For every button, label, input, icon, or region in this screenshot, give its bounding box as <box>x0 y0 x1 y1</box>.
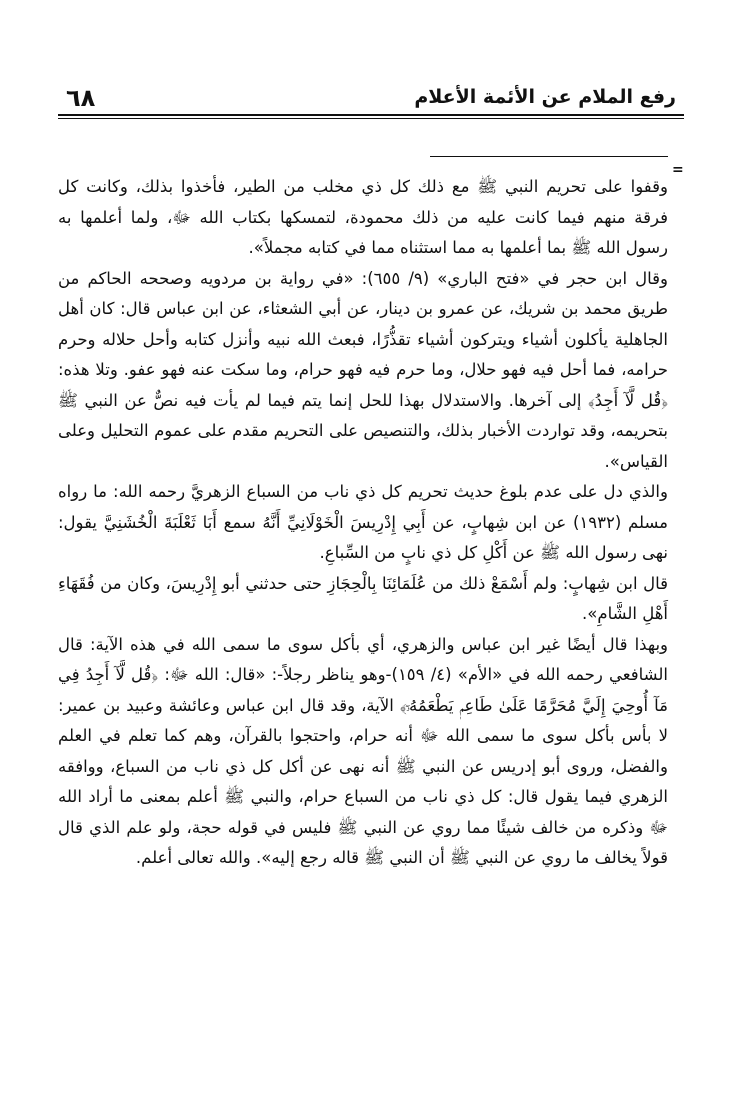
header-rule <box>58 114 684 116</box>
footnote-continuation-marker: = <box>672 162 684 178</box>
paragraph-1: وقفوا على تحريم النبي ﷺ مع ذلك كل ذي مخلب من الطير، فأخذوا بذلك، وكانت كل فرقة منهم فيما كانت عليه من ذلك محمودة، لتمسكها بكتاب الله ﷻ، ولما أعلمها به رسول الله ﷺ بما أعلمها به مما استثناه مما في كتابه مجملاً». <box>58 177 668 257</box>
footnote-text-body <box>58 172 668 874</box>
page-header <box>58 76 684 116</box>
page-number: ٦٨ <box>66 84 96 112</box>
running-title: رفع الملام عن الأئمة الأعلام <box>414 86 676 108</box>
paragraph-5: وبهذا قال أيضًا غير ابن عباس والزهري، أي بأكل سوى ما سمى الله في هذه الآية: قال الشافعي رحمه الله في «الأم» (٤/ ١٥٩)-وهو يناظر رجلاً-: «قال: الله ﷻ: ﴿قُل لَّآ أَجِدُ فِي مَآ أُوحِيَ إِلَيَّ مُحَرَّمًا عَلَىٰ طَاعِمٖ يَطْعَمُهُۥٓ﴾ الآية، وقد قال ابن عباس وعائشة وعبيد بن عمير: لا بأس بأكل سوى ما سمى الله ﷻ أنه حرام، واحتجوا بالقرآن، وهم كما تعلم في العلم والفضل، وروى أبو إدريس عن النبي ﷺ أنه نهى عن أكل كل ذي ناب من السباع، ووافقه الزهري فيما يقول قال: كل ذي ناب من السباع حرام، والنبي ﷺ أعلم بمعنى ما أراد الله ﷻ وذكره من خالف شيئًا مما روي عن النبي ﷺ فليس في قوله حجة، ولو علم الذي قال قولاً يخالف ما روي عن النبي ﷺ أن النبي ﷺ قاله رجع إليه». والله تعالى أعلم. <box>58 634 668 867</box>
paragraph-4: قال ابن شِهابٍ: ولم أَسْمَعْ ذلك من عُلَمَائِنَا بِالْحِجَازِ حتى حدثني أبو إِدْرِيسَ، وكان من فُقَهَاءِ أَهْلِ الشَّامِ». <box>58 573 668 623</box>
footnote-rule <box>430 156 668 157</box>
paragraph-2: وقال ابن حجر في «فتح الباري» (٩/ ٦٥٥): «في رواية بن مردويه وصححه الحاكم من طريق محمد بن شريك، عن عمرو بن دينار، عن أبي الشعثاء، عن ابن عباس قال: كان أهل الجاهلية يأكلون أشياء ويتركون أشياء تقذُّرًا، فبعث الله نبيه وأنزل كتابه وأحل حلاله وحرم حرامه، فما أحل فيه فهو حلال، وما حرم فيه فهو حرام، وما سكت عنه فهو عفو. وتلا هذه: ﴿قُل لَّآ أَجِدُ﴾ إلى آخرها. والاستدلال بهذا للحل إنما يتم فيما لم يأت فيه نصٌّ عن النبي ﷺ بتحريمه، وقد تواردت الأخبار بذلك، والتنصيص على التحريم مقدم على عموم التحليل وعلى القياس». <box>58 268 668 471</box>
paragraph-3: والذي دل على عدم بلوغ حديث تحريم كل ذي ناب من السباع الزهريَّ رحمه الله: ما رواه مسلم (١٩٣٢) عن ابن شِهابٍ، عن أَبِي إِدْرِيسَ الْخَوْلَانِيِّ أَنَّهُ سمع أَبَا ثَعْلَبَةَ الْخُشَنِيَّ يقول: نهى رسول الله ﷺ عن أَكْلِ كل ذي نابٍ من السِّباعِ. <box>58 482 669 562</box>
header-rule-thin <box>58 118 684 119</box>
